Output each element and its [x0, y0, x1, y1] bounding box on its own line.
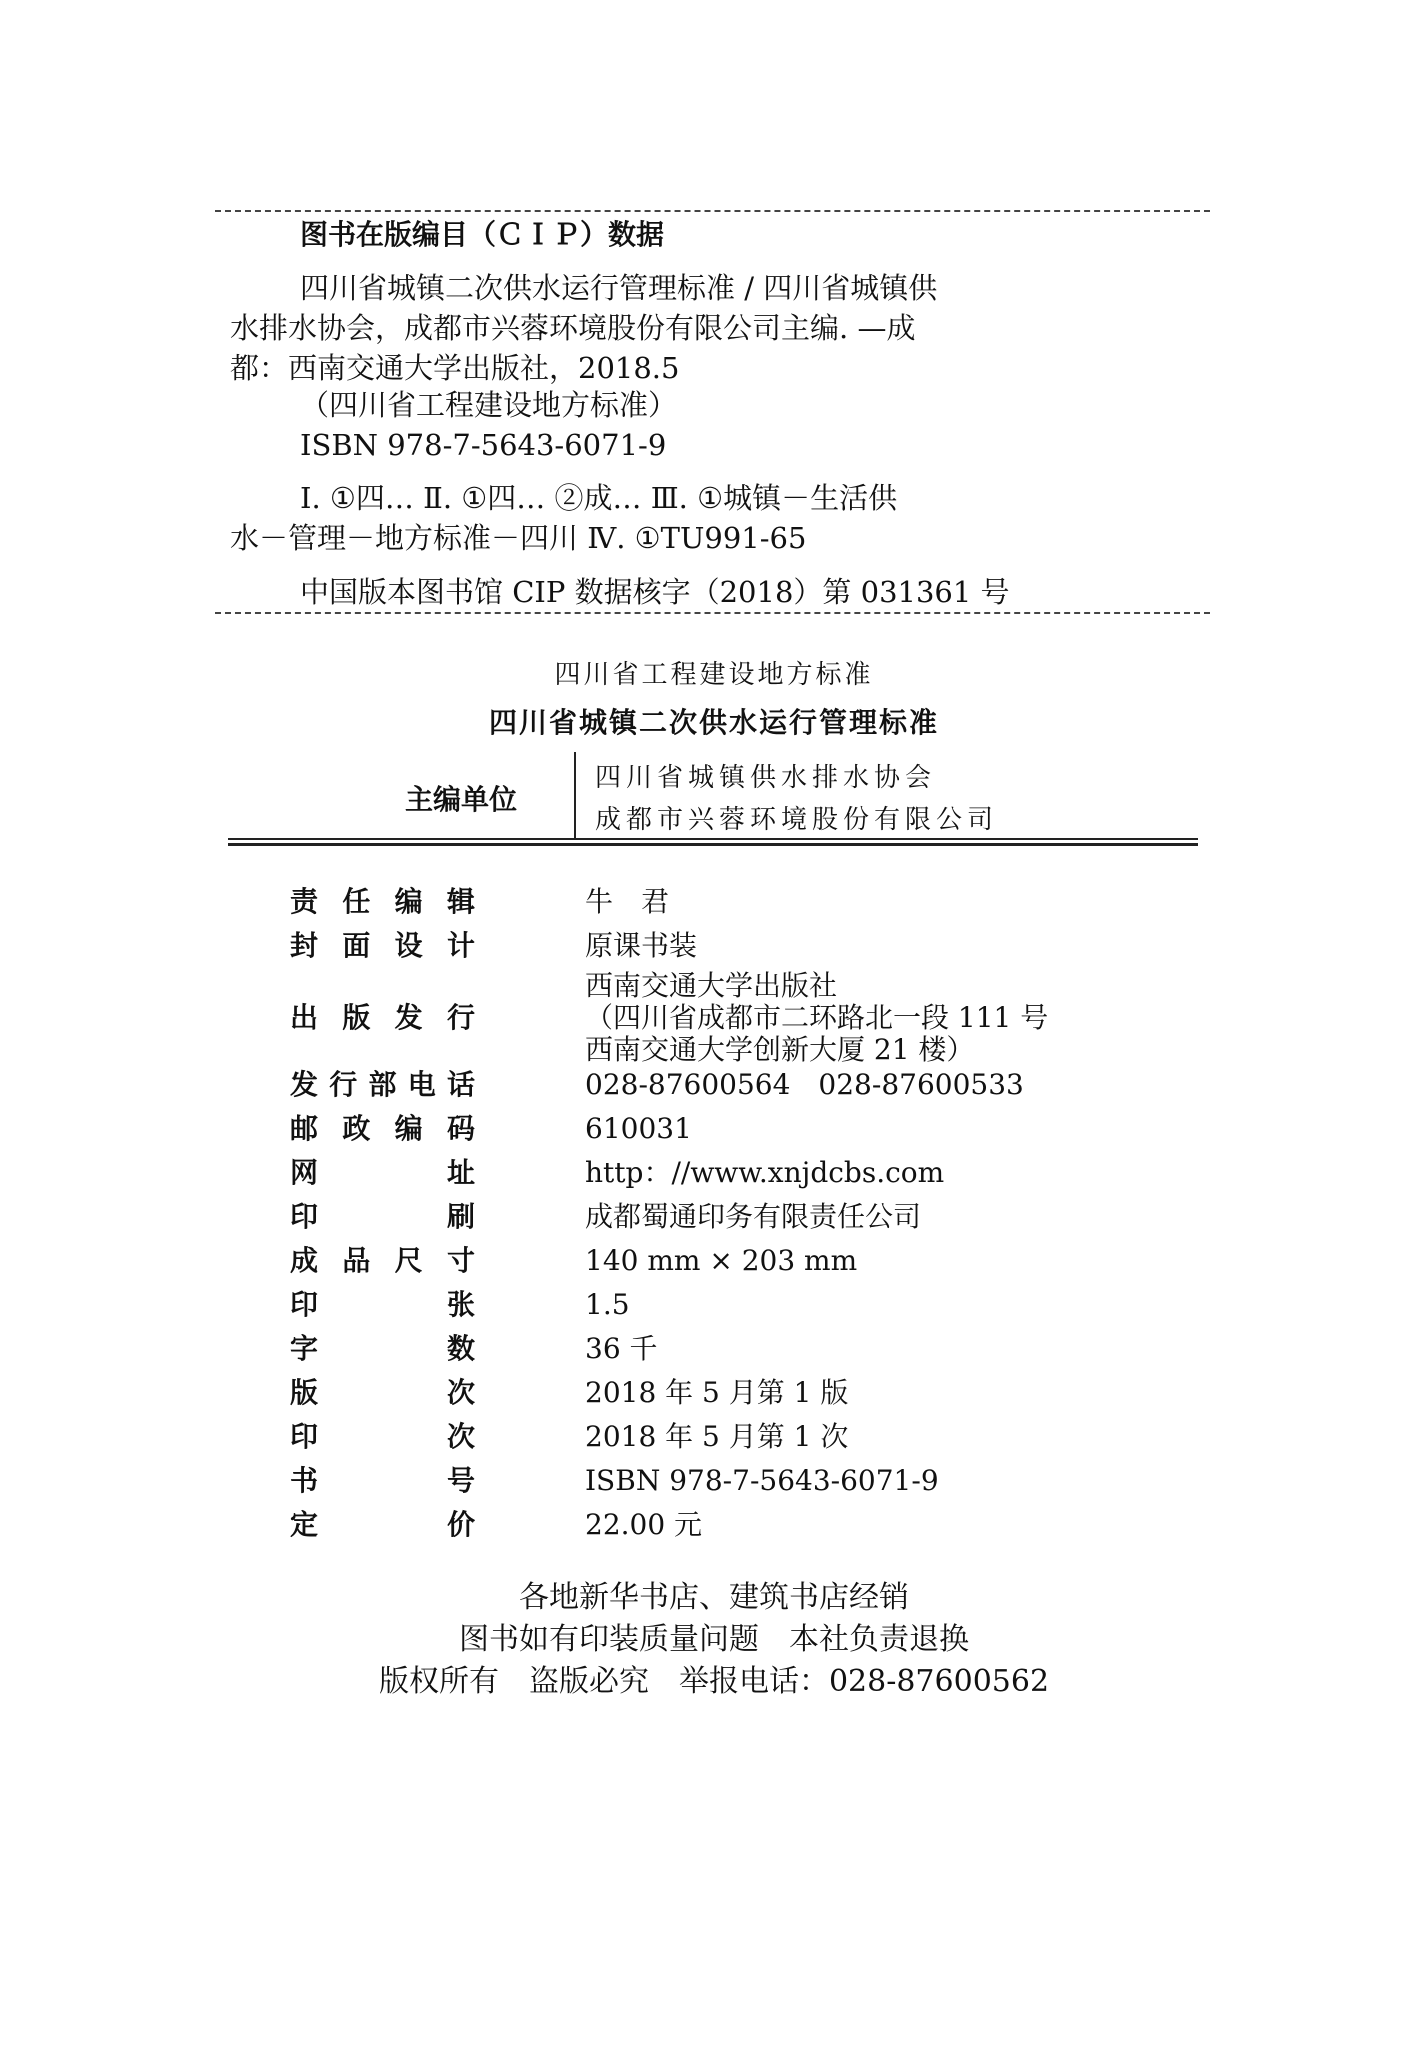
- info-value: 610031: [585, 1112, 692, 1145]
- cip-title: 图书在版编目（ＣＩＰ）数据: [300, 218, 665, 251]
- cip-bottom-divider: [215, 612, 1210, 614]
- series-name: 四川省工程建设地方标准: [554, 660, 874, 690]
- info-label: 邮 政 编 码: [290, 1112, 475, 1145]
- info-label: 封 面 设 计: [290, 929, 475, 962]
- info-value: ISBN 978-7-5643-6071-9: [585, 1464, 939, 1497]
- footer-line-3: 版权所有 盗版必究 举报电话：028-87600562: [378, 1664, 1050, 1699]
- info-label: 书 号: [290, 1464, 475, 1497]
- info-label: 发 行 部 电 话: [290, 1068, 475, 1101]
- info-value: 22.00 元: [585, 1508, 703, 1541]
- cip-top-divider: [215, 210, 1210, 212]
- info-value: 2018 年 5 月第 1 次: [585, 1420, 849, 1453]
- cip-line-3: 都：西南交通大学出版社，2018.5: [230, 351, 680, 385]
- info-label: 印 次: [290, 1420, 475, 1453]
- info-label: 印 张: [290, 1288, 475, 1321]
- footer-line-1: 各地新华书店、建筑书店经销: [519, 1580, 909, 1615]
- info-label: 字 数: [290, 1332, 475, 1365]
- chief-editor-label: 主编单位: [405, 783, 518, 816]
- info-value-publisher-2: （四川省成都市二环路北一段 111 号: [585, 1001, 1049, 1034]
- info-value: 028-87600564 028-87600533: [585, 1068, 1024, 1101]
- info-label: 定 价: [290, 1508, 475, 1541]
- info-value-publisher-1: 西南交通大学出版社: [585, 969, 838, 1002]
- cip-line-5: ISBN 978-7-5643-6071-9: [300, 428, 667, 462]
- info-value: 140 mm × 203 mm: [585, 1244, 858, 1277]
- cip-line-8: 中国版本图书馆 CIP 数据核字（2018）第 031361 号: [300, 575, 1010, 609]
- cip-line-1: 四川省城镇二次供水运行管理标准 / 四川省城镇供: [300, 271, 938, 305]
- cip-line-2: 水排水协会，成都市兴蓉环境股份有限公司主编. —成: [230, 311, 916, 345]
- double-rule-top: [228, 838, 1198, 840]
- chief-editor-separator: [574, 752, 576, 838]
- book-title: 四川省城镇二次供水运行管理标准: [488, 706, 939, 739]
- info-value: 36 千: [585, 1332, 658, 1365]
- double-rule-bottom: [228, 843, 1198, 846]
- info-value-publisher-3: 西南交通大学创新大厦 21 楼）: [585, 1033, 975, 1066]
- cip-line-7: 水－管理－地方标准－四川 Ⅳ. ①TU991-65: [230, 521, 807, 555]
- chief-editor-org-1: 四川省城镇供水排水协会: [595, 763, 937, 793]
- info-label: 版 次: [290, 1376, 475, 1409]
- info-value: 原课书装: [585, 929, 698, 962]
- info-label: 责 任 编 辑: [290, 885, 475, 918]
- info-label: 成 品 尺 寸: [290, 1244, 475, 1277]
- footer-line-2: 图书如有印装质量问题 本社负责退换: [459, 1622, 969, 1657]
- info-label: 印 刷: [290, 1200, 475, 1233]
- info-value: 成都蜀通印务有限责任公司: [585, 1200, 922, 1233]
- cip-line-6: Ⅰ. ①四… Ⅱ. ①四… ②成… Ⅲ. ①城镇－生活供: [300, 481, 898, 515]
- info-label: 出 版 发 行: [290, 1001, 475, 1034]
- info-value: http：//www.xnjdcbs.com: [585, 1156, 945, 1189]
- chief-editor-org-2: 成都市兴蓉环境股份有限公司: [595, 805, 999, 835]
- info-value: 牛 君: [585, 885, 670, 918]
- info-value: 1.5: [585, 1288, 630, 1321]
- info-value: 2018 年 5 月第 1 版: [585, 1376, 849, 1409]
- info-label: 网 址: [290, 1156, 475, 1189]
- cip-line-4: （四川省工程建设地方标准）: [300, 388, 678, 422]
